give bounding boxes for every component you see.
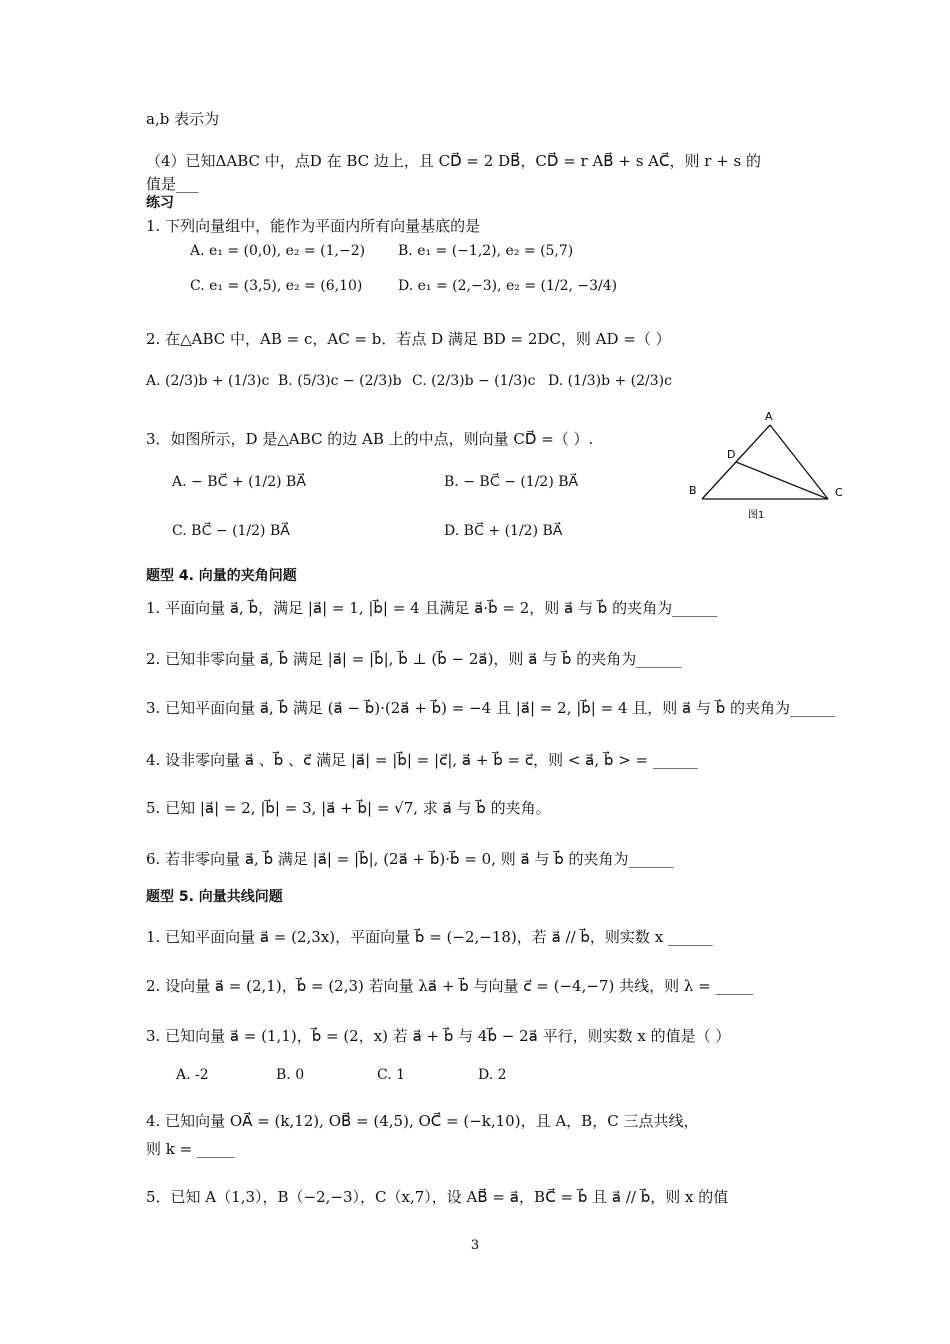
practice-3-option-a: A. − BC⃗ + (1/2) BA⃗ bbox=[172, 474, 306, 490]
practice-2-option-a: A. (2/3)b + (1/3)c bbox=[146, 373, 270, 389]
section-5-heading: 题型 5. 向量共线问题 bbox=[146, 889, 283, 905]
section-4-q3: 3. 已知平面向量 a⃗, b⃗ 满足 (a⃗ − b⃗)·(2a⃗ + b⃗) = −4 且 |a⃗| = 2, |b⃗| = 4 且，则 a⃗ 与 b⃗ 的夹角为______ bbox=[146, 699, 836, 717]
practice-1-option-c: C. e₁ = (3,5), e₂ = (6,10) bbox=[190, 278, 363, 294]
practice-2-option-d: D. (1/3)b + (2/3)c bbox=[548, 373, 672, 389]
practice-2-stem: 2. 在△ABC 中，AB = c，AC = b．若点 D 满足 BD = 2DC，则 AD =（ ） bbox=[146, 330, 671, 348]
section-5-q3-option-a: A. -2 bbox=[176, 1067, 209, 1083]
practice-1-option-d: D. e₁ = (2,−3), e₂ = (1/2, −3/4) bbox=[398, 278, 618, 294]
section-5-q1: 1. 已知平面向量 a⃗ = (2,3x)，平面向量 b⃗ = (−2,−18)，若 a⃗ // b⃗，则实数 x ______ bbox=[146, 928, 713, 946]
section-5-q3-option-b: B. 0 bbox=[276, 1067, 305, 1083]
figure-caption: 图1 bbox=[748, 510, 765, 521]
section-5-q4: 4. 已知向量 OA⃗ = (k,12), OB⃗ = (4,5), OC⃗ = (−k,10)，且 A，B，C 三点共线， bbox=[146, 1112, 699, 1130]
section-5-q5: 5．已知 A（1,3），B（−2,−3），C（x,7），设 AB⃗ = a⃗，BC⃗ = b⃗ 且 a⃗ // b⃗，则 x 的值 bbox=[146, 1188, 729, 1206]
practice-2-option-c: C. (2/3)b − (1/3)c bbox=[412, 373, 536, 389]
section-5-q4-continued: 则 k = _____ bbox=[146, 1140, 235, 1158]
triangle-figure bbox=[682, 408, 858, 528]
vertex-label-d: D bbox=[727, 448, 736, 461]
question-4-text: （4）已知ΔABC 中，点D 在 BC 边上，且 CD⃗ = 2 DB⃗，CD⃗ = r AB⃗ + s AC⃗，则 r + s 的 bbox=[146, 152, 761, 170]
practice-heading: 练习 bbox=[146, 195, 174, 211]
practice-3-stem: 3．如图所示，D 是△ABC 的边 AB 上的中点，则向量 CD⃗ =（ ）. bbox=[146, 430, 594, 448]
section-4-q2: 2. 已知非零向量 a⃗, b⃗ 满足 |a⃗| = |b⃗|, b⃗ ⊥ (b⃗ − 2a⃗)，则 a⃗ 与 b⃗ 的夹角为______ bbox=[146, 650, 682, 668]
vertex-label-a: A bbox=[765, 410, 773, 423]
section-5-q3: 3. 已知向量 a⃗ = (1,1)，b⃗ = (2，x) 若 a⃗ + b⃗ 与 4b⃗ − 2a⃗ 平行，则实数 x 的值是（ ） bbox=[146, 1027, 731, 1045]
question-4-continued: 值是___ bbox=[146, 175, 199, 193]
practice-3-option-d: D. BC⃗ + (1/2) BA⃗ bbox=[444, 523, 563, 539]
text-line-ab: a,b 表示为 bbox=[146, 110, 220, 128]
section-4-q4: 4. 设非零向量 a⃗ 、b⃗ 、c⃗ 满足 |a⃗| = |b⃗| = |c⃗|, a⃗ + b⃗ = c⃗，则 < a⃗, b⃗ > = ______ bbox=[146, 751, 698, 769]
section-5-q3-option-d: D. 2 bbox=[478, 1067, 507, 1083]
practice-3-option-b: B. − BC⃗ − (1/2) BA⃗ bbox=[444, 474, 579, 490]
section-4-q1: 1. 平面向量 a⃗, b⃗，满足 |a⃗| = 1, |b⃗| = 4 且满足 a⃗·b⃗ = 2，则 a⃗ 与 b⃗ 的夹角为______ bbox=[146, 599, 718, 617]
section-4-q5: 5. 已知 |a⃗| = 2, |b⃗| = 3, |a⃗ + b⃗| = √7, 求 a⃗ 与 b⃗ 的夹角。 bbox=[146, 799, 551, 817]
practice-2-option-b: B. (5/3)c − (2/3)b bbox=[278, 373, 402, 389]
practice-1-option-b: B. e₁ = (−1,2), e₂ = (5,7) bbox=[398, 243, 574, 259]
vertex-label-b: B bbox=[689, 484, 697, 497]
practice-1-stem: 1. 下列向量组中，能作为平面内所有向量基底的是 bbox=[146, 217, 481, 235]
section-5-q2: 2. 设向量 a⃗ = (2,1)，b⃗ = (2,3) 若向量 λa⃗ + b⃗ 与向量 c⃗ = (−4,−7) 共线，则 λ = _____ bbox=[146, 977, 753, 995]
vertex-label-c: C bbox=[835, 486, 843, 499]
section-4-heading: 题型 4. 向量的夹角问题 bbox=[146, 568, 297, 584]
practice-1-option-a: A. e₁ = (0,0), e₂ = (1,−2) bbox=[190, 243, 366, 259]
practice-3-option-c: C. BC⃗ − (1/2) BA⃗ bbox=[172, 523, 290, 539]
page-number: 3 bbox=[470, 1238, 480, 1253]
section-4-q6: 6. 若非零向量 a⃗, b⃗ 满足 |a⃗| = |b⃗|, (2a⃗ + b⃗)·b⃗ = 0, 则 a⃗ 与 b⃗ 的夹角为______ bbox=[146, 850, 674, 868]
section-5-q3-option-c: C. 1 bbox=[377, 1067, 406, 1083]
